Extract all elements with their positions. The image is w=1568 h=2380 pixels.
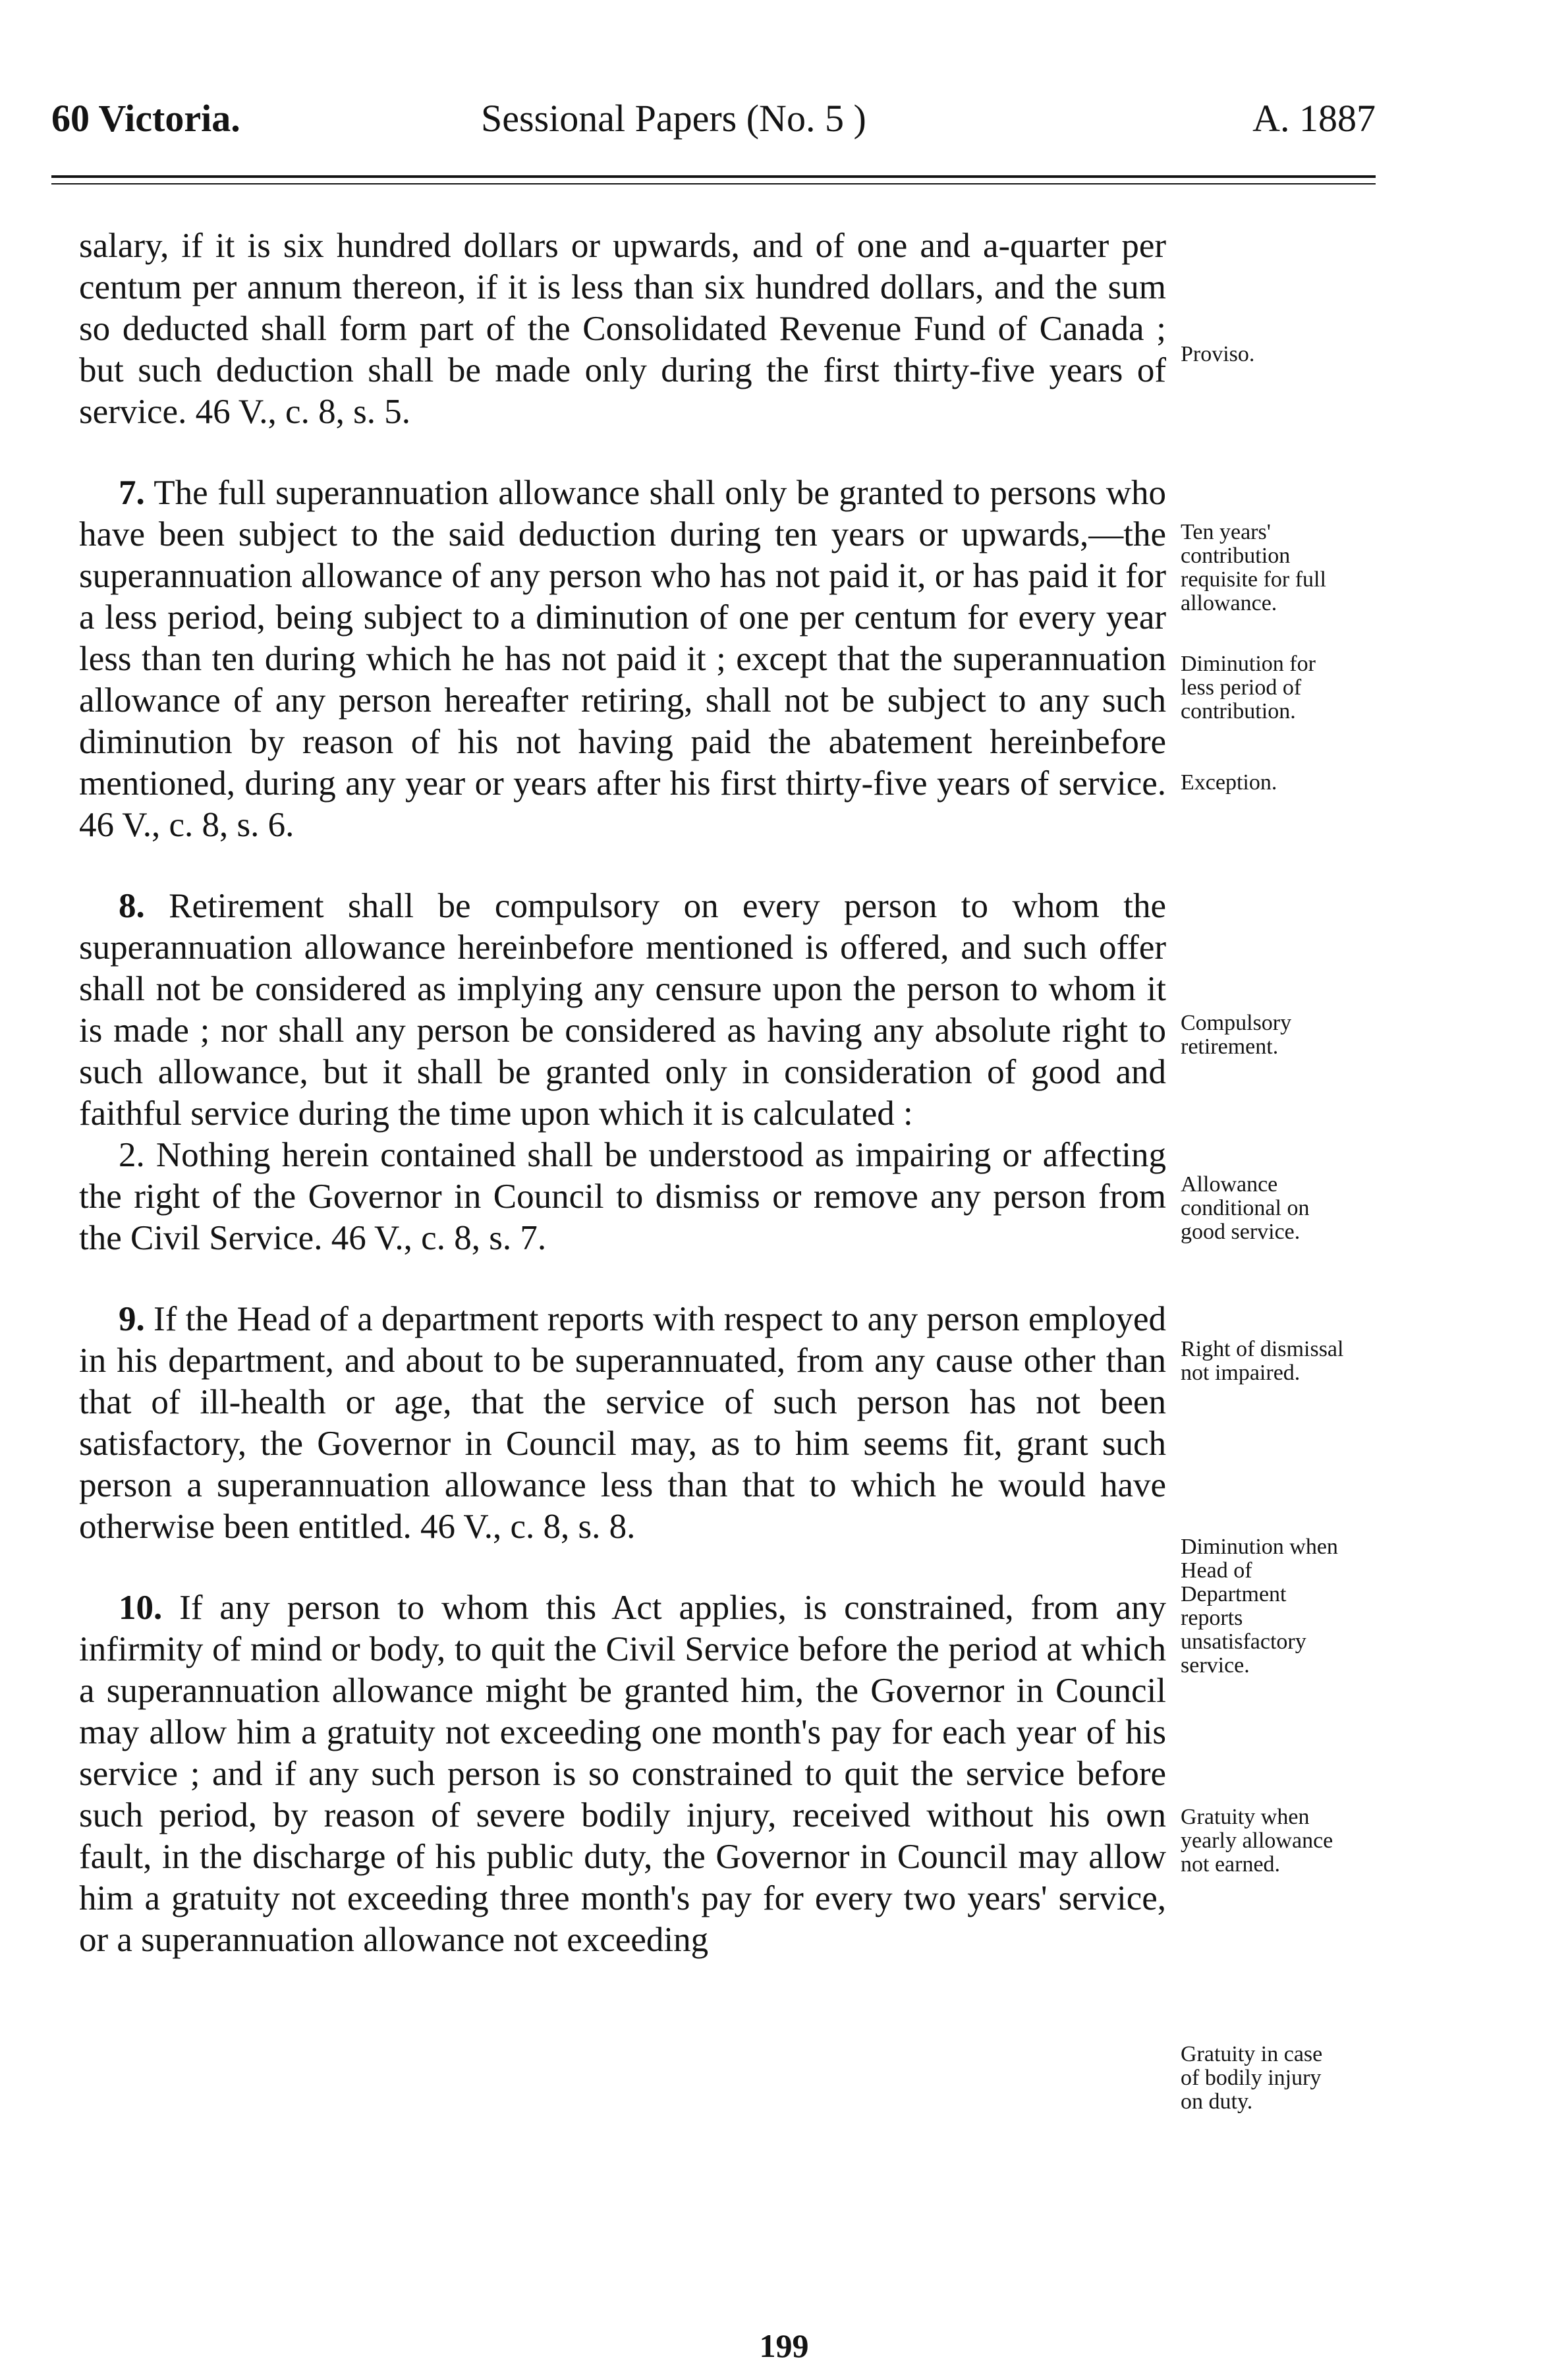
section-10 bbox=[79, 1587, 1166, 1961]
section-text: If the Head of a department reports with respect to any person employed in his department, and about to be superannuated, from any cause other than that of ill-health or age, that the service of such person has not been satisfactory, the Governor in Council may, as to him seems fit, grant such person a superannuation allowance less than that to which he would have otherwise been entitled. 46 V., c. 8, s. 8. bbox=[79, 1300, 1166, 1546]
section-number: 7. bbox=[119, 474, 145, 512]
section-7 bbox=[79, 472, 1166, 846]
section-text: Retirement shall be compulsory on every person to whom the superannuation allowance hereinbefore mentioned is offered, and such offer shall not be considered as implying any censure upon the person to whom it is made ; nor shall any person be considered as having any absolute right to such allowance, but it shall be granted only in consideration of good and faithful service during the time upon which it is calculated : bbox=[79, 887, 1167, 1133]
section-8-subsection-2: 2. Nothing herein contained shall be understood as impairing or affecting the right of the Governor in Council to dismiss or remove any person from the Civil Service. 46 V., c. 8, s. 7. bbox=[79, 1136, 1166, 1257]
margin-note-right-of-dismissal: Right of dismissal not impaired. bbox=[1181, 1337, 1344, 1385]
margin-note-gratuity-yearly: Gratuity when yearly allowance not earned. bbox=[1181, 1805, 1333, 1877]
margin-note-ten-years: Ten years' contribution requisite for full allowance. bbox=[1181, 520, 1326, 615]
header-regnal-year: 60 Victoria. bbox=[51, 97, 240, 140]
header-sessional-papers: Sessional Papers (No. 5 ) bbox=[481, 97, 866, 140]
section-number: 8. bbox=[119, 887, 145, 925]
section-8 bbox=[79, 886, 1166, 1135]
margin-note-proviso: Proviso. bbox=[1181, 342, 1255, 366]
running-header bbox=[51, 92, 1376, 145]
header-rule-thin bbox=[51, 183, 1376, 184]
section-text: The full superannuation allowance shall only be granted to persons who have been subject to the said deduction during ten years or upwards,—the superannuation allowance of any person who has not paid it, or has paid it for a less period, being subject to a diminution of one per centum for every year less than ten during which he has not paid it ; except that the superannuation allowance of any person hereafter retiring, shall not be subject to any such diminution by reason of his not having paid the abatement hereinbefore mentioned, during any year or years after his first thirty-five years of service. 46 V., c. 8, s. 6. bbox=[79, 474, 1167, 844]
section-number: 10. bbox=[119, 1589, 163, 1627]
header-rule-thick bbox=[51, 175, 1376, 178]
margin-note-gratuity-injury: Gratuity in case of bodily injury on duty. bbox=[1181, 2042, 1323, 2114]
margin-note-diminution: Diminution for less period of contribution. bbox=[1181, 652, 1316, 723]
margin-note-compulsory: Compulsory retirement. bbox=[1181, 1011, 1292, 1059]
page-number: 199 bbox=[759, 2327, 809, 2364]
section-number: 9. bbox=[119, 1300, 145, 1338]
margin-note-allowance-conditional: Allowance conditional on good service. bbox=[1181, 1172, 1310, 1244]
section-text: If any person to whom this Act applies, is constrained, from any infirmity of mind or body, to quit the Civil Service before the period at which a superannuation allowance might be granted him, the Governor in Council may allow him a gratuity not exceeding one month's pay for each year of his service ; and if any such person is so constrained to quit the service before such period, by reason of severe bodily injury, received without his own fault, in the discharge of his public duty, the Governor in Council may allow him a gratuity not exceeding three month's pay for every two years' service, or a superannuation allowance not exceeding bbox=[79, 1589, 1167, 1959]
paragraph-continued-s6: salary, if it is six hundred dollars or upwards, and of one and a-quarter per centum per annum thereon, if it is less than six hundred dollars, and the sum so deducted shall form part of the Consolidated Revenue Fund of Canada ; but such deduction shall be made only during the first thirty-five years of service. 46 V., c. 8, s. 5. bbox=[79, 227, 1166, 431]
margin-note-diminution-head: Diminution when Head of Department reports unsatisfactory service. bbox=[1181, 1535, 1338, 1678]
section-9 bbox=[79, 1299, 1166, 1548]
main-text-column bbox=[79, 225, 1166, 2000]
margin-note-exception: Exception. bbox=[1181, 770, 1277, 795]
header-year: A. 1887 bbox=[1252, 97, 1376, 140]
